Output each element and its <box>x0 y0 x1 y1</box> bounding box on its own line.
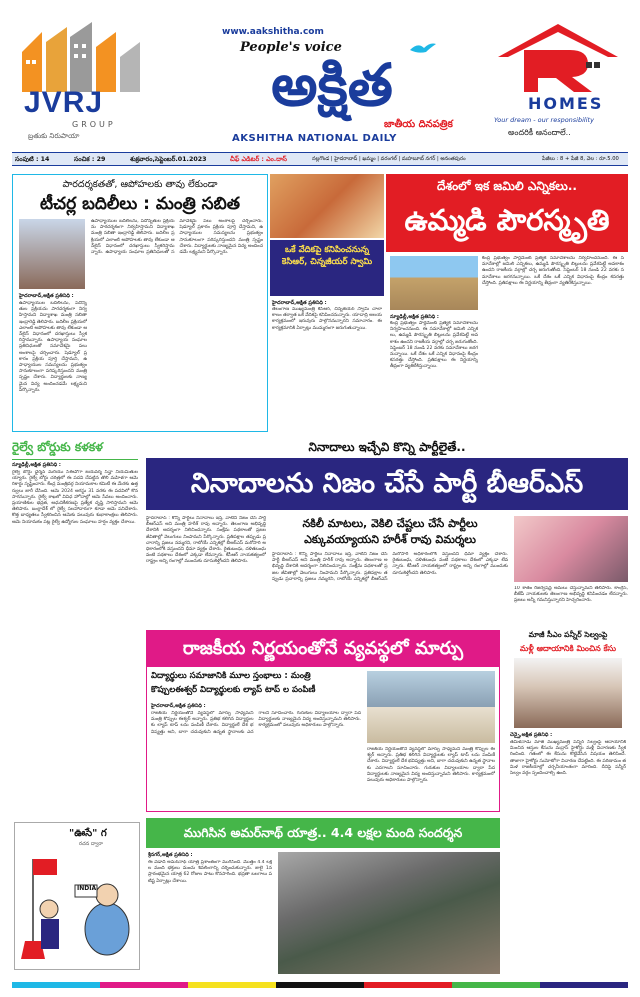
jvrj-group-text: GROUP <box>72 120 116 129</box>
left-ad-jvrj[interactable] <box>12 22 150 144</box>
edition-cities: నల్లగొండ | హైదరాబాద్ | ఖమ్మం | వరంగల్ | మహబూబ్ నగర్ | అనంతపురం <box>312 156 466 162</box>
subtitle-en: AKSHITHA NATIONAL DAILY <box>232 133 397 144</box>
bird-icon <box>408 40 438 56</box>
cartoon-india-label: INDIA <box>77 885 97 892</box>
amarnath-photo <box>278 852 500 974</box>
story2-dateline: హైదరాబాద్,అక్షిత ప్రతినిధి : <box>272 300 327 306</box>
story4-body: రైల్వే బోర్డు ఛైర్మన్ మరియు సీఈవోగా జయవర్మ సిన్హా నియమితులయ్యారు. రైల్వే బోర్డు చరిత్రలో ఈ పదవి చేపట్టిన తొలి మహిళగా ఆమె రికార్డు సృష్టించారు. కేంద్ర మంత్రివర్గ నియామకాల కమిటీ ఈ మేరకు ఉత్తర్వులు జారీ చేసింది. ఆమె 2024 ఆగస్టు 31 వరకు ఈ పదవిలో కొనసాగనున్నారు. రైల్వే శాఖలో వివిధ హోదాల్లో ఆమె సేవలు అందించారు. ప్రయాణికుల భద్రత, ఆధునికీకరణపై ప్రత్యేక దృష్టి సారిస్తామని ఆమె తెలిపారు. బంగ్లాదేశ్ లో రైల్వే సలహాదారుగా కూడా ఆమె పనిచేశారు. కొత్త బాధ్యతలు స్వీకరించిన ఆమెకు పలువురు శుభాకాంక్షలు తెలిపారు. ఆమె నియామకం పట్ల రైల్వే ఉద్యోగుల సంఘాలు హర్షం వ్యక్తం చేశాయి. <box>12 470 138 525</box>
story2-headline: ఒకే వేదికపై కనిపించనున్న కెసిఆర్, చిన్నజీయర్ స్వామి <box>281 245 373 267</box>
tagline-peoples-voice: People's voice <box>240 40 342 55</box>
masthead-title: అక్షిత <box>271 51 393 119</box>
parliament-photo <box>390 256 478 310</box>
cartoon-illustration <box>15 849 139 969</box>
story7-headline: మళ్లీ ఆదాయానికి మించిన కేసు <box>519 644 617 653</box>
r-homes-name: HOMES <box>528 94 604 113</box>
story1-kicker: పారదర్శకతతో, ఆపోహలకు తావు లేకుండా <box>62 179 218 190</box>
r-homes-slogan: Your dream - our responsibility <box>494 116 594 124</box>
story-political-decision[interactable] <box>146 630 500 812</box>
story8-headline: ముగిసిన అమర్‌నాథ్ యాత్ర.. 4.4 లక్షల మంది సందర్శన <box>183 825 463 840</box>
jvrj-logo-text: JVRJ <box>24 86 104 119</box>
story7-kicker: మాజీ సీఎం పన్నీర్ సెల్వంపై <box>528 630 608 639</box>
cartoon-byline: రచన ద్వారా <box>79 841 104 847</box>
subtitle-te: జాతీయ దినపత్రిక <box>384 119 453 130</box>
story8-body: ఈ ఏడాది అమర్‌నాథ్ యాత్ర ప్రశాంతంగా ముగిసింది. మొత్తం 4.4 లక్షల మంది భక్తులు మంచు శివలింగాన్ని దర్శించుకున్నారు. జులై 1న ప్రారంభమైన యాత్ర 62 రోజుల పాటు కొనసాగింది. భద్రతా బలగాలు పటిష్ట ఏర్పాట్లు చేశాయి. <box>148 860 272 884</box>
story5-headline-box <box>146 458 628 510</box>
story-railway-board[interactable] <box>12 440 138 812</box>
footer-band-yellow <box>188 982 276 988</box>
story6-headline: రాజకీయ నిర్ణయంతోనే వ్యవస్థలో మార్పు <box>182 638 464 659</box>
ops-photo <box>514 658 622 728</box>
story5-kicker: నినాదాలు ఇచ్చేవి కొన్ని పార్టీలైతే.. <box>308 440 466 454</box>
story3-headline: ఉమ్మడి పౌరస్మృతి <box>404 203 610 237</box>
volume-number: సంపుటి : 14 <box>15 156 50 163</box>
story8-headline-box <box>146 818 500 848</box>
story1-body-right: ఉపాధ్యాయుల బదిలీలను, పదోన్నతుల ప్రక్రియను పారదర్శకంగా నిర్వహిస్తామని విద్యాశాఖ మంత్రి సబితా ఇంద్రారెడ్డి తెలిపారు. బదిలీల ప్రక్రియలో ఎలాంటి అపోహలకు తావు లేకుండా ఆన్‌లైన్ విధానంలో దరఖాస్తులు స్వీకరిస్తామన్నారు. ఉపాధ్యాయ సంఘాల ప్రతినిధులతో సమావేశమై పలు అంశాలపై చర్చించారు. షెడ్యూల్ ప్రకారం ప్రక్రియ పూర్తి చేస్తామని, ఉపాధ్యాయుల సమస్యలను ప్రభుత్వం సానుకూలంగా పరిష్కరిస్తుందని మంత్రి స్పష్టం చేశారు. విద్యార్థులకు నాణ్యమైన విద్య అందించడమే లక్ష్యమని పేర్కొన్నారు. <box>91 219 263 256</box>
story3-body-right: కేంద్ర ప్రభుత్వం పార్లమెంట్ ప్రత్యేక సమావేశాలను నిర్వహించనుంది. ఈ సమావేశాల్లో జమిలి ఎన్నికలు, ఉమ్మడి పౌరస్మృతి బిల్లులను ప్రవేశపెట్టే అవకాశం ఉందని రాజకీయ వర్గాల్లో చర్చ జరుగుతోంది. సెప్టెంబర్ 18 నుండి 22 వరకు సమావేశాలు జరగనున్నాయి. ఒకే దేశం ఒకే ఎన్నిక విధానంపై కేంద్రం కసరత్తు చేస్తోంది. ప్రతిపక్షాలు ఈ నిర్ణయాన్ని తీవ్రంగా వ్యతిరేకిస్తున్నాయి. <box>482 256 624 286</box>
story-panneerselvam[interactable] <box>508 630 628 976</box>
footer-band-black <box>276 982 364 988</box>
story-brs-slogans[interactable] <box>146 440 628 620</box>
jvrj-slogan: బ్రతుకు నిరుపాయా <box>28 132 80 140</box>
story4-headline: రైల్వే బోర్డుకు కళకళ <box>12 440 138 460</box>
story6-sub1: విద్యార్థులు సమాజానికి మూల స్తంభాలు : మంత్రి <box>151 671 311 681</box>
info-bar <box>12 152 628 166</box>
house-icon <box>488 22 628 92</box>
r-homes-sub: అందరికీ ఆనందాలే.. <box>508 128 571 137</box>
issue-number: సంచిక : 29 <box>74 156 106 163</box>
story6-headline-box <box>147 631 499 667</box>
story5-body-left: హైదరాబాద్ : కొన్ని పార్టీలు నినాదాలు ఇస్తే, వాటిని నిజం చేసే పార్టీ బీఆర్ఎస్ అని మంత్రి హరీశ్ రావు అన్నారు. తెలంగాణ అభివృద్ధి దేశానికి ఆదర్శంగా నిలిచిందన్నారు. సంక్షేమ పథకాలతో ప్రజల జీవితాల్లో వెలుగులు నింపామని పేర్కొన్నారు. ప్రతిపక్షాల తప్పుడు ప్రచారాన్ని ప్రజలు నమ్మరని, రాబోయే ఎన్నికల్లో బీఆర్ఎస్ మరోసారి అధికారంలోకి వస్తుందని ధీమా వ్యక్తం చేశారు. రైతుబంధు, దళితబంధు వంటి పథకాలు దేశంలో ఎక్కడా లేవన్నారు. కేసీఆర్ నాయకత్వంలో రాష్ట్రం అన్ని రంగాల్లో ముందుకు దూసుకెళ్తోందని తెలిపారు. <box>146 516 266 565</box>
story7-dateline: చెన్నై,అక్షిత ప్రతినిధి : <box>510 732 553 738</box>
story5-body-mid: హైదరాబాద్ : కొన్ని పార్టీలు నినాదాలు ఇస్తే, వాటిని నిజం చేసే పార్టీ బీఆర్ఎస్ అని మంత్రి హరీశ్ రావు అన్నారు. తెలంగాణ అభివృద్ధి దేశానికి ఆదర్శంగా నిలిచిందన్నారు. సంక్షేమ పథకాలతో ప్రజల జీవితాల్లో వెలుగులు నింపామని పేర్కొన్నారు. ప్రతిపక్షాల తప్పుడు ప్రచారాన్ని ప్రజలు నమ్మరని, రాబోయే ఎన్నికల్లో బీఆర్ఎస్ మరోసారి అధికారంలోకి వస్తుందని ధీమా వ్యక్తం చేశారు. రైతుబంధు, దళితబంధు వంటి పథకాలు దేశంలో ఎక్కడా లేవన్నారు. కేసీఆర్ నాయకత్వంలో రాష్ట్రం అన్ని రంగాల్లో ముందుకు దూసుకెళ్తోందని తెలిపారు. <box>272 552 508 582</box>
footer-band-magenta <box>100 982 188 988</box>
story3-kicker: దేశంలో ఇక జమిలి ఎన్నికలు.. <box>437 179 577 193</box>
website-url[interactable]: www.aakshitha.com <box>222 27 324 37</box>
cartoon-title: "ఊసే" గ <box>69 828 107 839</box>
story3-header-box <box>386 174 628 252</box>
story8-dateline: శ్రీనగర్,అక్షిత ప్రతినిధి : <box>148 852 193 858</box>
story6-body-right: రాజకీయ నిర్ణయంతోనే వ్యవస్థలో మార్పు సాధ్యమని మంత్రి కొప్పుల ఈశ్వర్ అన్నారు. ప్రతిభ కలిగిన విద్యార్థులకు ల్యాప్ టాప్ లను పంపిణీ చేశారు. విద్యార్థులే దేశ భవిష్యత్తు అని, బాగా చదువుకుని ఉన్నత స్థానాలకు ఎదగాలని సూచించారు. గురుకుల విద్యాలయాల ద్వారా పేద విద్యార్థులకు నాణ్యమైన విద్య అందిస్తున్నామని తెలిపారు. కార్యక్రమంలో పలువురు అధికారులు పాల్గొన్నారు. <box>367 747 495 784</box>
story3-dateline: న్యూఢిల్లీ,అక్షిత ప్రతినిధి : <box>390 314 439 320</box>
footer-band-red <box>364 982 452 988</box>
story1-dateline: హైదరాబాద్,అక్షిత ప్రతినిధి : <box>19 293 74 299</box>
sidebar-right-body: 10 శాతం రిజర్వేషన్ల అమలు చేస్తున్నామని తెలిపారు. కాంగ్రెస్, బీజేపీ నాయకులకు తెలంగాణ అభివృద్ధి కనిపించడం లేదన్నారు. ప్రజలు అన్నీ గమనిస్తున్నారని హెచ్చరించారు. <box>514 586 628 604</box>
story3-body-left: కేంద్ర ప్రభుత్వం పార్లమెంట్ ప్రత్యేక సమావేశాలను నిర్వహించనుంది. ఈ సమావేశాల్లో జమిలి ఎన్నికలు, ఉమ్మడి పౌరస్మృతి బిల్లులను ప్రవేశపెట్టే అవకాశం ఉందని రాజకీయ వర్గాల్లో చర్చ జరుగుతోంది. సెప్టెంబర్ 18 నుండి 22 వరకు సమావేశాలు జరగనున్నాయి. ఒకే దేశం ఒకే ఎన్నిక విధానంపై కేంద్రం కసరత్తు చేస్తోంది. ప్రతిపక్షాలు ఈ నిర్ణయాన్ని తీవ్రంగా వ్యతిరేకిస్తున్నాయి. <box>390 321 478 370</box>
story-teacher-transfers[interactable] <box>12 174 268 432</box>
story2-headline-box <box>270 240 384 296</box>
story4-dateline: న్యూఢిల్లీ,అక్షిత ప్రతినిధి : <box>12 462 61 468</box>
story-kcr-jeeyar[interactable] <box>270 174 384 432</box>
footer-band-green <box>452 982 540 988</box>
story1-headline: టీచర్ల బదిలీలు : మంత్రి సబిత <box>40 194 240 214</box>
story1-body-left: ఉపాధ్యాయుల బదిలీలను, పదోన్నతుల ప్రక్రియను పారదర్శకంగా నిర్వహిస్తామని విద్యాశాఖ మంత్రి సబితా ఇంద్రారెడ్డి తెలిపారు. బదిలీల ప్రక్రియలో ఎలాంటి అపోహలకు తావు లేకుండా ఆన్‌లైన్ విధానంలో దరఖాస్తులు స్వీకరిస్తామన్నారు. ఉపాధ్యాయ సంఘాల ప్రతినిధులతో సమావేశమై పలు అంశాలపై చర్చించారు. షెడ్యూల్ ప్రకారం ప్రక్రియ పూర్తి చేస్తామని, ఉపాధ్యాయుల సమస్యలను ప్రభుత్వం సానుకూలంగా పరిష్కరిస్తుందని మంత్రి స్పష్టం చేశారు. విద్యార్థులకు నాణ్యమైన విద్య అందించడమే లక్ష్యమని పేర్కొన్నారు. <box>19 301 87 393</box>
story6-sub2: కొప్పులఈశ్వర్ విద్యార్థులకు ల్యాప్ టాప్ ల పంపిణీ <box>151 685 316 695</box>
cartoon-box[interactable] <box>14 822 140 970</box>
story5-sub: నకిలీ మాటలు, వెకిలి చేష్టలు చేసే పార్టీలు ఎక్కువయ్యాయని హరీశ్ రావు విమర్శలు <box>302 517 478 546</box>
story6-body-left: రాజకీయ నిర్ణయంతోనే వ్యవస్థలో మార్పు సాధ్యమని మంత్రి కొప్పుల ఈశ్వర్ అన్నారు. ప్రతిభ కలిగిన విద్యార్థులకు ల్యాప్ టాప్ లను పంపిణీ చేశారు. విద్యార్థులే దేశ భవిష్యత్తు అని, బాగా చదువుకుని ఉన్నత స్థానాలకు ఎదగాలని సూచించారు. గురుకుల విద్యాలయాల ద్వారా పేద విద్యార్థులకు నాణ్యమైన విద్య అందిస్తున్నామని తెలిపారు. కార్యక్రమంలో పలువురు అధికారులు పాల్గొన్నారు. <box>151 711 361 735</box>
laptop-event-photo <box>367 671 495 743</box>
chief-editor: చీఫ్ ఎడిటర్ : ఎం.దాస్ <box>230 156 287 163</box>
minister-photo <box>19 219 85 289</box>
story2-body: తెలంగాణ ముఖ్యమంత్రి కెసిఆర్, చిన్నజీయర్ స్వామి చాలా కాలం తర్వాత ఒకే వేదికపై కనిపించనున్నారు. యాదాద్రి ఆలయ కార్యక్రమంలో ఇరువురు పాల్గొననున్నారని సమాచారం. ఈ కార్యక్రమానికి ఏర్పాట్లు ముమ్మరంగా జరుగుతున్నాయి. <box>272 307 382 331</box>
story7-body: తమిళనాడు మాజీ ముఖ్యమంత్రి పన్నీర్ సెల్వంపై ఆదాయానికి మించిన ఆస్తుల కేసును మద్రాస్ హైకోర్టు మళ్లీ విచారణకు స్వీకరించింది. గతంలో ఈ కేసును కొట్టివేసిన విషయం తెలిసిందే. తాజాగా హైకోర్టు సుమోటోగా విచారణ చేపట్టింది. ఈ పరిణామం తమిళ రాజకీయాల్లో చర్చనీయాంశంగా మారింది. దీనిపై పన్నీర్ సెల్వం వర్గం స్పందించాల్సి ఉంది. <box>510 740 626 777</box>
kcr-photo <box>270 174 384 238</box>
harish-rao-photo <box>514 516 628 582</box>
right-ad-r-homes[interactable] <box>488 22 628 144</box>
story5-headline: నినాదాలను నిజం చేసే పార్టీ బీఆర్ఎస్ <box>190 468 584 499</box>
footer-band-cyan <box>12 982 100 988</box>
footer-color-band <box>12 982 628 988</box>
story-uniform-civil-code[interactable] <box>386 174 628 432</box>
publish-date: శుక్రవారం,సెప్టెంబర్.01.2023 <box>130 156 207 163</box>
story-amarnath[interactable] <box>146 818 500 976</box>
page-price: పేజీలు : 8 + పేజీ 8, వెల : రూ.5.00 <box>542 156 619 162</box>
story6-dateline: హైదరాబాద్,అక్షిత ప్రతినిధి : <box>151 703 206 709</box>
footer-band-blue <box>540 982 628 988</box>
